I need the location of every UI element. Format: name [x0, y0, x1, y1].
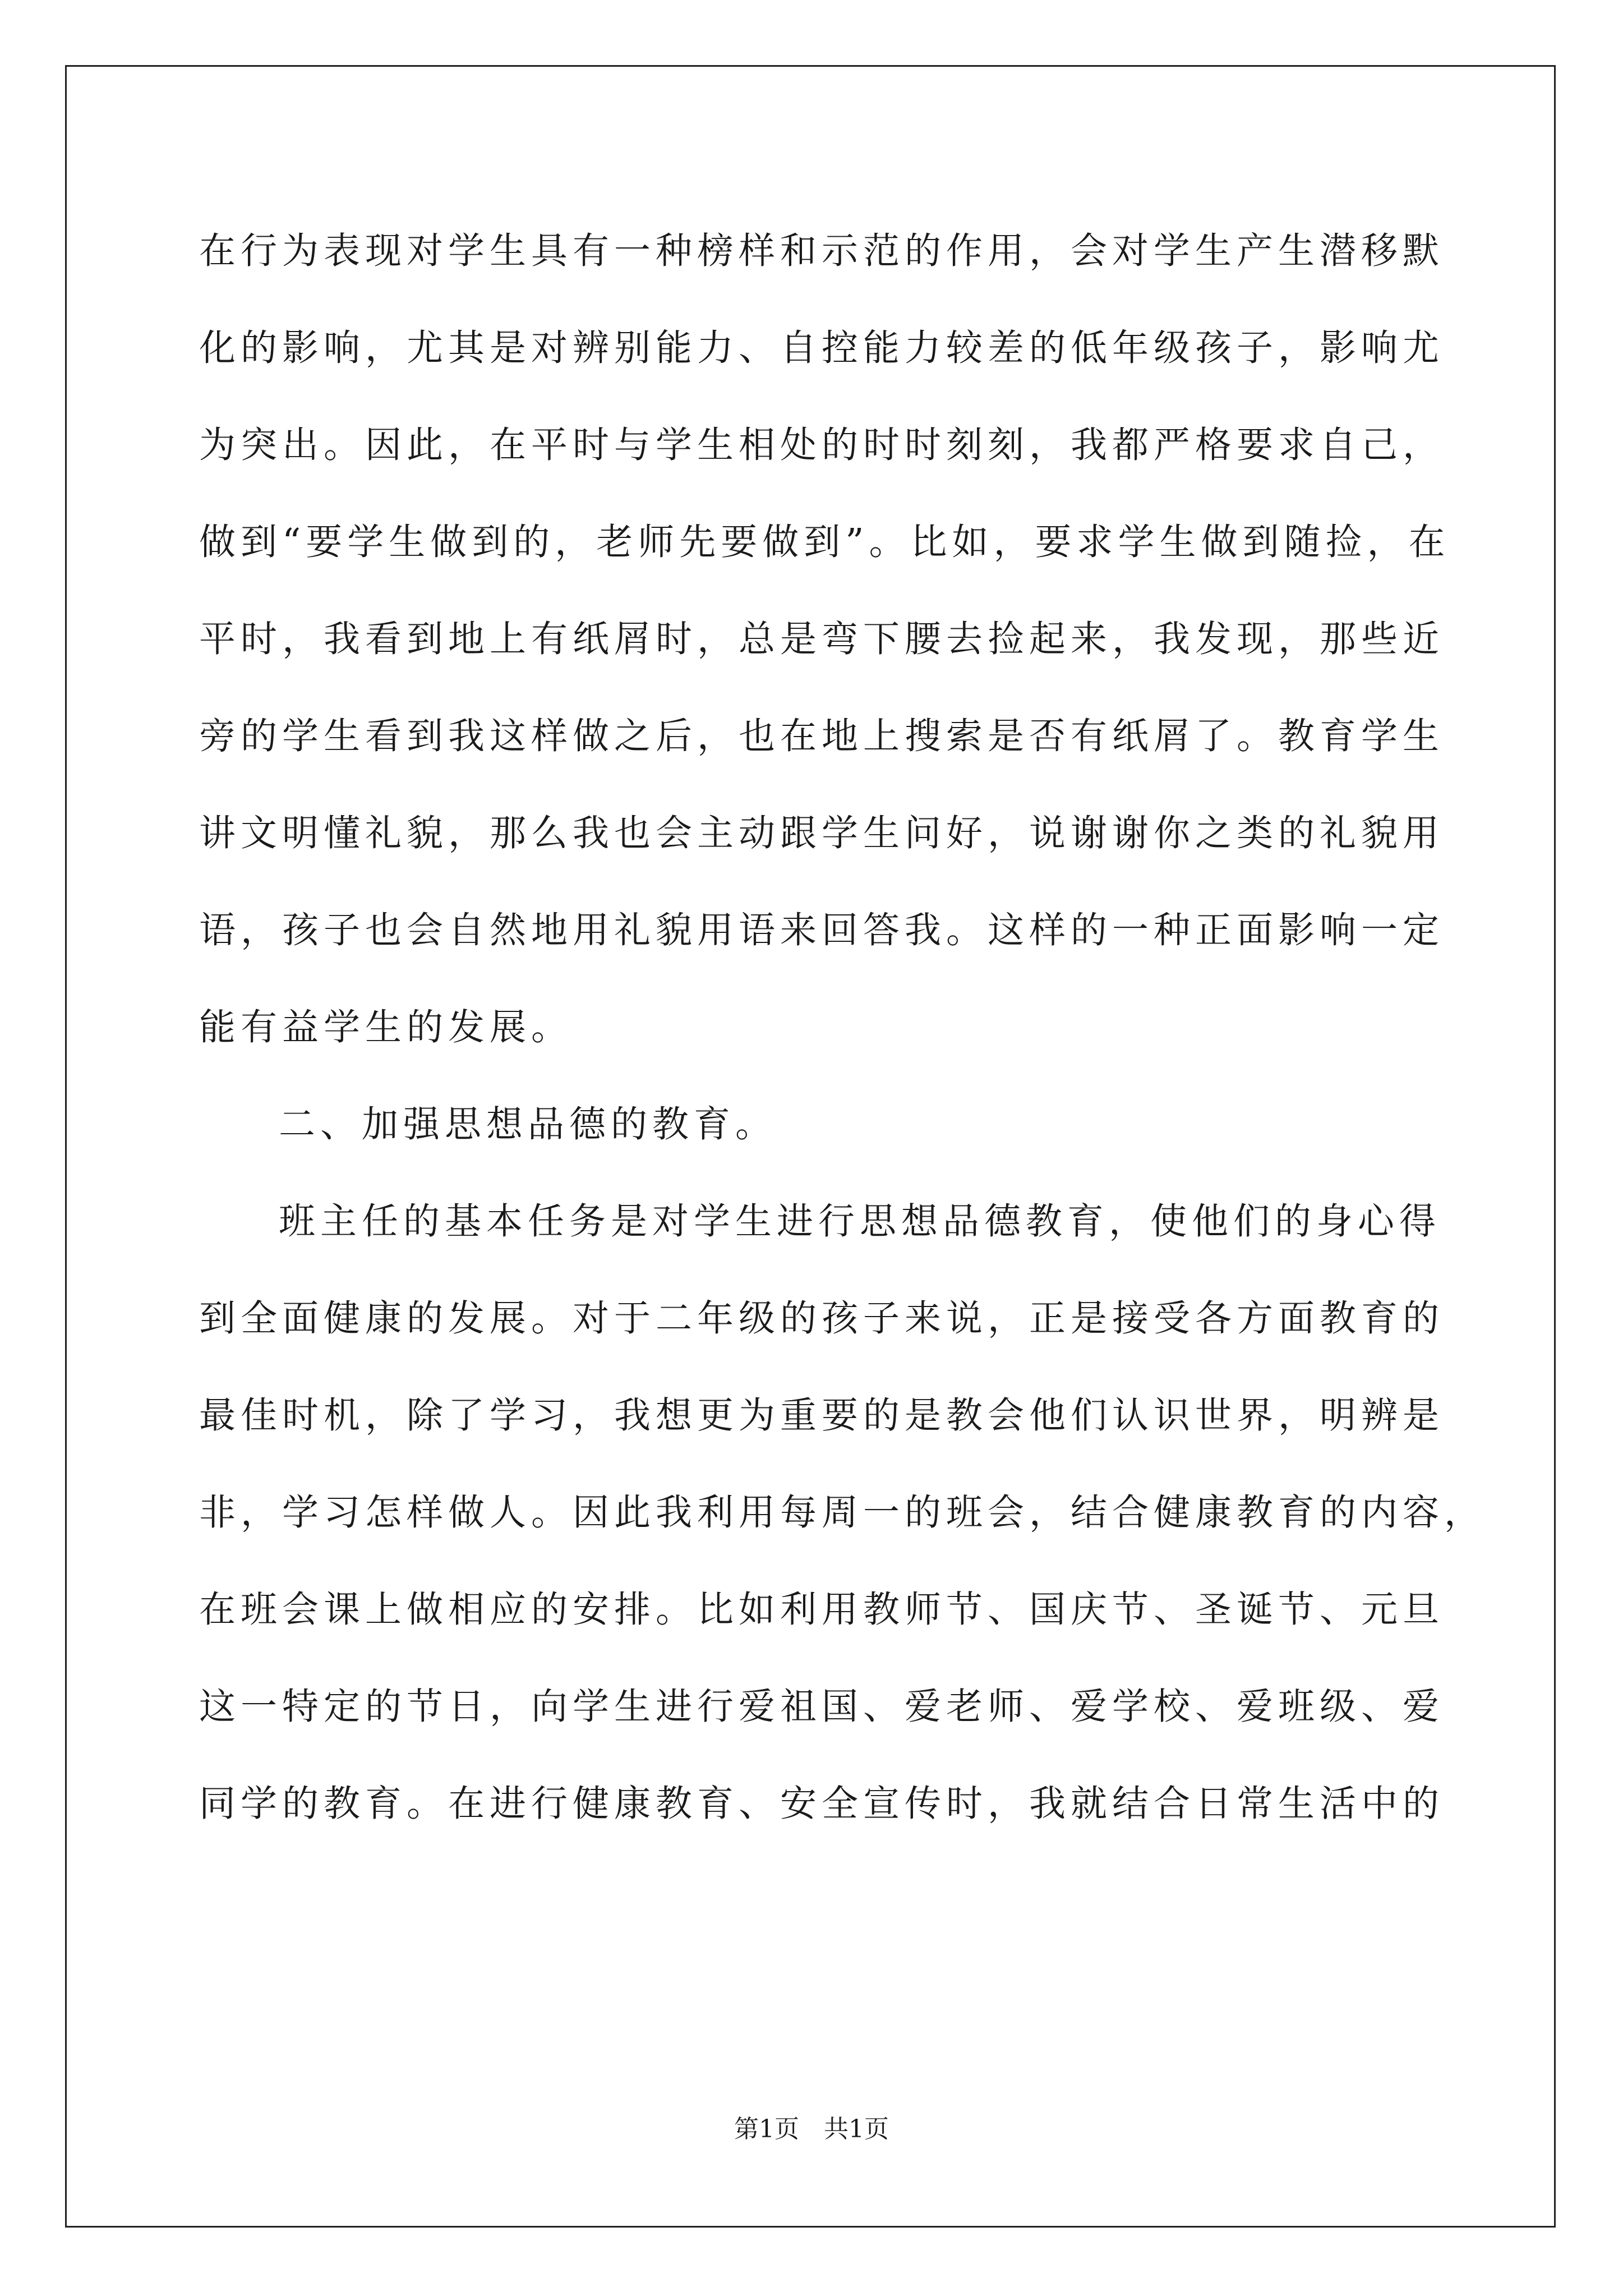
text-line-8: 语，孩子也会自然地用礼貌用语来回答我。这样的一种正面影响一定 — [199, 909, 1445, 951]
text-line-9: 能有益学生的发展。 — [199, 1006, 573, 1048]
text-line-15: 在班会课上做相应的安排。比如利用教师节、国庆节、圣诞节、元旦 — [199, 1589, 1445, 1631]
text-line-12: 到全面健康的发展。对于二年级的孩子来说，正是接受各方面教育的 — [199, 1297, 1445, 1340]
page-footer: 第1页 共1页 — [734, 2115, 889, 2143]
text-line-2: 化的影响，尤其是对辨别能力、自控能力较差的低年级孩子，影响尤 — [199, 327, 1445, 369]
text-line-6: 旁的学生看到我这样做之后，也在地上搜索是否有纸屑了。教育学生 — [199, 715, 1445, 757]
text-line-7: 讲文明懂礼貌，那么我也会主动跟学生问好，说谢谢你之类的礼貌用 — [199, 812, 1445, 854]
text-line-11: 班主任的基本任务是对学生进行思想品德教育，使他们的身心得 — [279, 1200, 1441, 1243]
text-line-16: 这一特定的节日，向学生进行爱祖国、爱老师、爱学校、爱班级、爱 — [199, 1686, 1445, 1728]
section-heading: 二、加强思想品德的教育。 — [279, 1103, 777, 1145]
text-line-5: 平时，我看到地上有纸屑时，总是弯下腰去捡起来，我发现，那些近 — [199, 618, 1445, 660]
text-line-1: 在行为表现对学生具有一种榜样和示范的作用，会对学生产生潜移默 — [199, 230, 1445, 272]
text-line-17: 同学的教育。在进行健康教育、安全宣传时，我就结合日常生活中的 — [199, 1783, 1445, 1825]
text-line-4: 做到“要学生做到的，老师先要做到”。比如，要求学生做到随捡，在 — [199, 521, 1450, 563]
text-line-13: 最佳时机，除了学习，我想更为重要的是教会他们认识世界，明辨是 — [199, 1395, 1445, 1437]
text-line-14: 非，学习怎样做人。因此我利用每周一的班会，结合健康教育的内容， — [199, 1492, 1486, 1534]
text-line-3: 为突出。因此，在平时与学生相处的时时刻刻，我都严格要求自己， — [199, 424, 1445, 466]
